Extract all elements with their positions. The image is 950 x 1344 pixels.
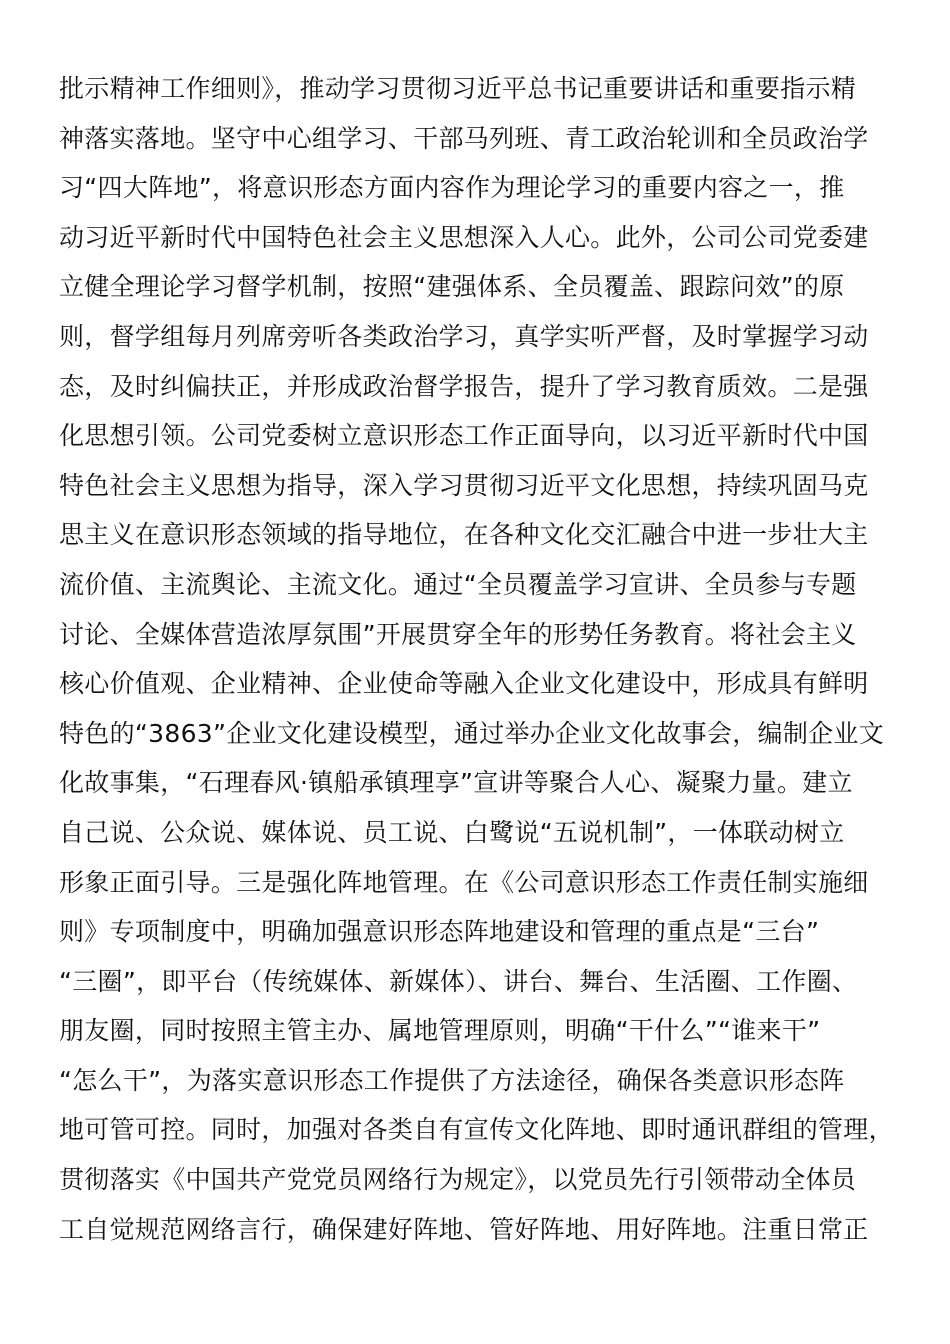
text-line: “三圈”，即平台（传统媒体、新媒体）、讲台、舞台、生活圈、工作圈、 [59,966,858,996]
text-line: 思主义在意识形态领域的指导地位，在各种文化交汇融合中进一步壮大主 [59,520,869,550]
text-line: 神落实落地。坚守中心组学习、干部马列班、青工政治轮训和全员政治学 [59,123,869,153]
text-line: 朋友圈，同时按照主管主办、属地管理原则，明确“干什么”“谁来干” [59,1016,821,1046]
text-line: 化思想引领。公司党委树立意识形态工作正面导向，以习近平新时代中国 [59,421,869,451]
text-line: 讨论、全媒体营造浓厚氛围”开展贯穿全年的形势任务教育。将社会主义 [59,619,857,649]
text-line: 核心价值观、企业精神、企业使命等融入企业文化建设中，形成具有鲜明 [59,669,869,699]
text-line: 自己说、公众说、媒体说、员工说、白鹭说“五说机制”，一体联动树立 [59,817,845,847]
body-paragraph [59,64,894,1254]
text-line: 地可管可控。同时，加强对各类自有宣传文化阵地、即时通讯群组的管理， [59,1115,894,1145]
text-line: 批示精神工作细则》，推动学习贯彻习近平总书记重要讲话和重要指示精 [59,74,857,103]
text-line: 化故事集，“石理春风·镇船承镇理享”宣讲等聚合人心、凝聚力量。建立 [59,768,853,798]
text-line: 贯彻落实《中国共产党党员网络行为规定》，以党员先行引领带动全体员 [59,1165,857,1195]
text-line: 态，及时纠偏扶正，并形成政治督学报告，提升了学习教育质效。二是强 [59,371,869,401]
text-line: 特色社会主义思想为指导，深入学习贯彻习近平文化思想，持续巩固马克 [59,470,869,500]
text-line: 则》专项制度中，明确加强意识形态阵地建设和管理的重点是“三台” [59,917,820,947]
text-line: 形象正面引导。三是强化阵地管理。在《公司意识形态工作责任制实施细 [59,867,869,897]
text-line: 则，督学组每月列席旁听各类政治学习，真学实听严督，及时掌握学习动 [59,321,869,351]
text-line: 特色的“3863”企业文化建设模型，通过举办企业文化故事会，编制企业文 [59,718,885,748]
text-line: 工自觉规范网络言行，确保建好阵地、管好阵地、用好阵地。注重日常正 [59,1214,869,1244]
text-line: 流价值、主流舆论、主流文化。通过“全员覆盖学习宣讲、全员参与专题 [59,569,857,599]
text-line: “怎么干”，为落实意识形态工作提供了方法途径，确保各类意识形态阵 [59,1065,845,1095]
text-line: 动习近平新时代中国特色社会主义思想深入人心。此外，公司公司党委建 [59,222,869,252]
text-line: 习“四大阵地”，将意识形态方面内容作为理论学习的重要内容之一，推 [59,173,845,203]
text-line: 立健全理论学习督学机制，按照“建强体系、全员覆盖、跟踪问效”的原 [59,272,845,302]
